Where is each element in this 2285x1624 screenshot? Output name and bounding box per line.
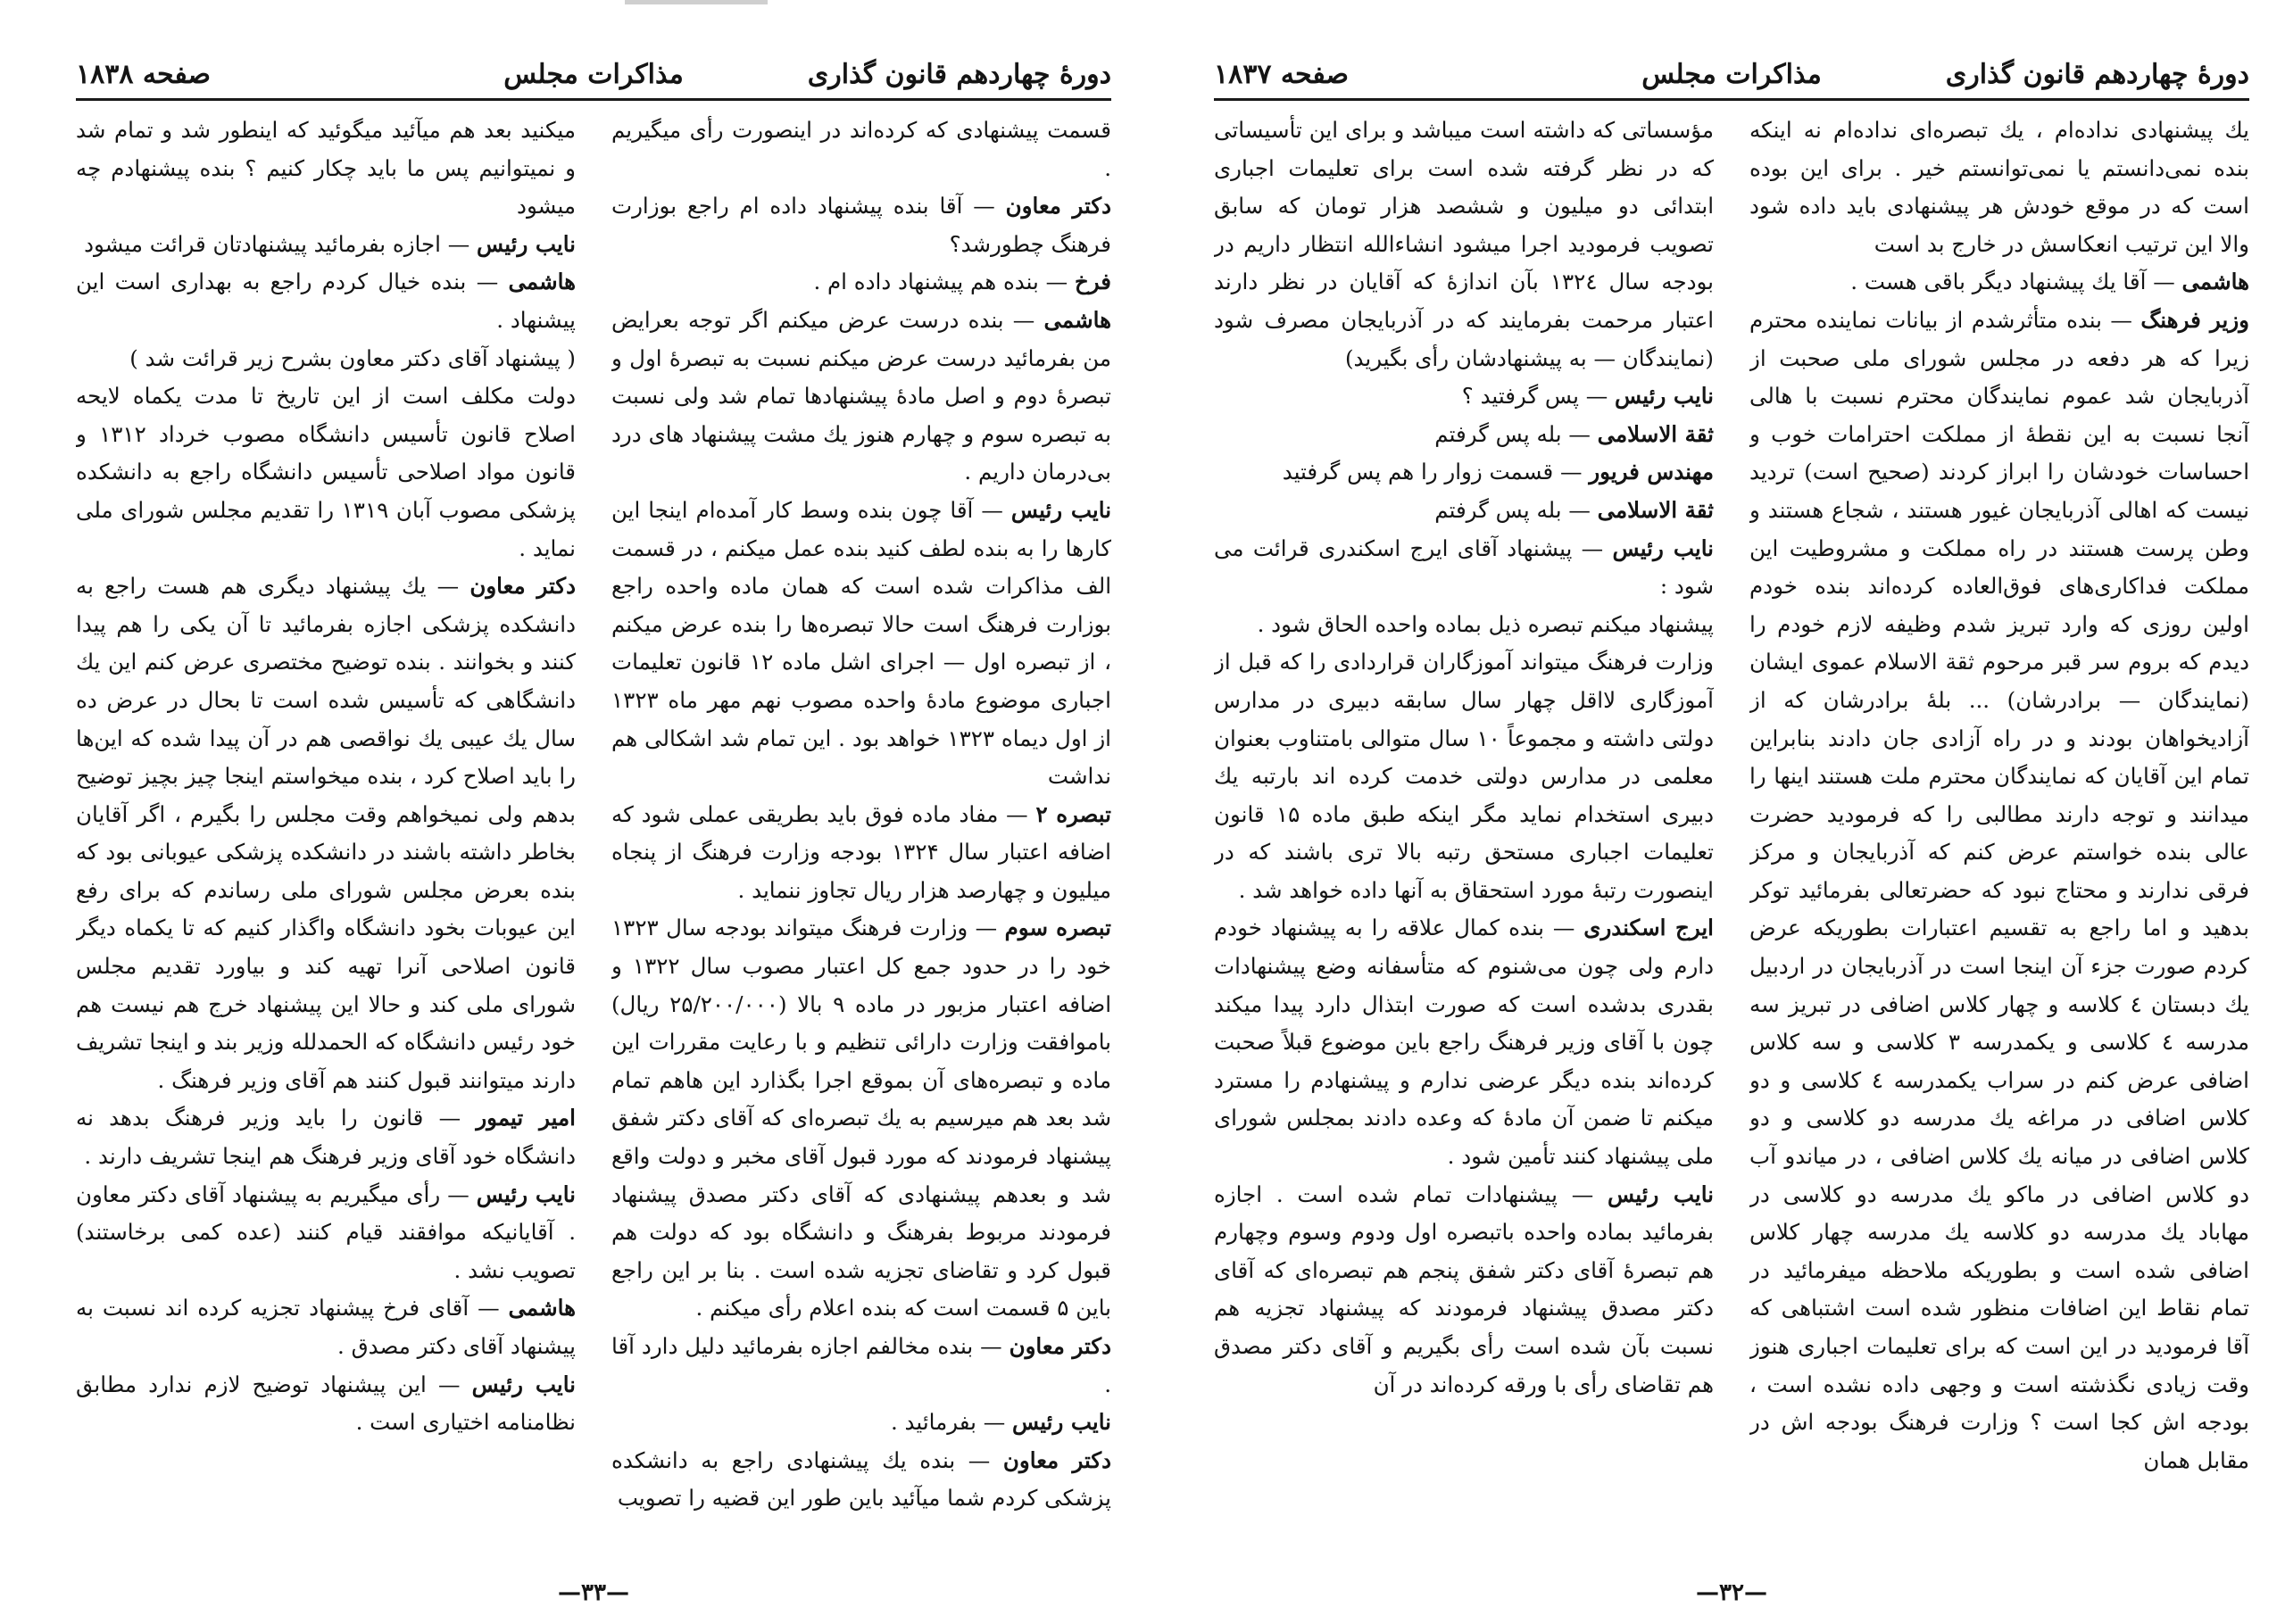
speaker-name: دکتر معاون (1002, 1446, 1111, 1473)
paragraph: وزیر فرهنگ — بنده متأثرشدم از بیانات نماینده محترم زیرا که هر دفعه در مجلس شورای ملی صحبت از آذربایجان شد عموم نمایندگان محترم نسبت با هالی آنجا نسبت به این نقطهٔ از مملکت احترامات خوب و احساسات خودشان را ابراز کردند (صحیح است) تردید نیست که اهالی آذربایجان غیور هستند ، شجاع هستند و وطن پرست هستند در راه مملکت و مشروطیت این مملکت فداکاری‌های فوق‌العاده کرده‌اند بنده خودم اولین روزی که وارد تبریز شدم وظیفه لازم خودم را دیدم که بروم سر قبر مرحوم ثقة الاسلام عموی ایشان (نمایندگان — برادرشان) ... بلهٔ برادرشان که از آزادیخواهان بودند و در راه آزادی جان دادند بنابراین تمام این آقایان که نمایندگان محترم ملت هستند اینها را میدانند و توجه دارند مطالبی را که فرمودید حضرت عالی بنده خواستم عرض کنم که آذربایجان و مرکز فرقی ندارند و محتاج نبود که حضرتعالی بفرمائید توکر بدهید و اما راجع به تقسیم اعتبارات بطوریکه عرض کردم صورت جزء آن اینجا است در آذربایجان در اردبیل یك دبستان ٤ کلاسه و چهار کلاس اضافی در تبریز سه مدرسه ٤ کلاسی و یکمدرسه ۳ کلاسی و سه کلاس اضافی عرض کنم در سراب یکمدرسه ٤ کلاسی و دو کلاس اضافی در مراغه یك مدرسه دو کلاسی و دو کلاس اضافی در میانه یك کلاس اضافی ، در میاندو آب دو کلاس اضافی در ماکو یك مدرسه دو کلاسی در مهاباد یك مدرسه دو کلاسه یك مدرسه چهار کلاس اضافی شده است و بطوریکه ملاحظه میفرمائید در تمام نقاط این اضافات منظور شده است اشتباهی که آقا فرمودید در این است که برای تعلیمات اجباری هنوز وقت زیادی نگذشته است و وجهی داده نشده است ، بودجه اش کجا است ؟ وزارت فرهنگ بودجه اش در مقابل همان (1749, 306, 2249, 1473)
paragraph: دکتر معاون — آقا بنده پیشنهاد داده ام راجع بوزارت فرهنگ چطورشد؟ (611, 193, 1111, 257)
column-right (1749, 112, 2249, 1521)
page-number: —۳۳— (558, 1579, 629, 1606)
speaker-name: نایب رئیس (477, 230, 576, 257)
speaker-name: فرخ (1074, 269, 1111, 295)
speaker-name: دکتر معاون (469, 573, 576, 600)
speaker-name: امیر تیمور (476, 1105, 576, 1131)
paragraph: نایب رئیس — این پیشنهاد توضیح لازم ندارد مطابق نظامنامه اختیاری است . (76, 1371, 576, 1436)
paragraph: نایب رئیس — پیشنهادات تمام شده است . اجازه بفرمائید بماده واحده باتبصره اول ودوم وسوم وچهارم هم تبصرهٔ آقای دکتر شفق پنجم هم تبصره‌ای که آقای دکتر مصدق پیشنهاد فرمودند که پیشنهاد تجزیه هم نسبت بآن شده است رأی بگیریم و آقای دکتر مصدق هم تقاضای رأی با ورقه کرده‌اند در آن (1214, 1181, 1714, 1397)
paragraph: نایب رئیس — پس گرفتید ؟ (1461, 383, 1714, 410)
column-right (611, 112, 1111, 1521)
paragraph: ایرج اسکندری — بنده کمال علاقه را به پیشنهاد خودم دارم ولی چون می‌شنوم که متأسفانه وضع پیشنهادات بقدری بدشده است که صورت ابتذال دارد پیدا میکند چون با آقای وزیر فرهنگ راجع باین موضوع قبلاً صحبت کرده‌اند بنده دیگر عرضی ندارم و پیشنهادم را مسترد میکنم تا ضمن آن مادهٔ که وعده دادند بمجلس شورای ملی پیشنهاد کنند تأمین شود . (1214, 915, 1714, 1170)
page-number: —۳۲— (1696, 1579, 1767, 1606)
paragraph: مهندس فریور — قسمت زوار را هم پس گرفتید (1282, 459, 1714, 485)
speaker-name: هاشمی (508, 269, 576, 295)
page-1838 (76, 54, 1111, 1606)
paragraph: هاشمی — آقا یك پیشنهاد دیگر باقی هست . (1850, 269, 2249, 295)
paragraph: تبصره سوم — وزارت فرهنگ میتواند بودجه سال ۱۳۲۳ خود را در حدود جمع کل اعتبار مصوب سال ۱۳۲۲ و اضافه اعتبار مزبور در ماده ۹ بالا (۲۵/۲۰۰/۰۰۰ ریال) باموافقت وزارت دارائی تنظیم و با رعایت مقررات این ماده و تبصره‌های آن بموقع اجرا بگذارد این هاهم تمام شد بعد هم میرسیم به یك تبصره‌ای که آقای دکتر شفق پیشنهاد فرمودند که مورد قبول آقای مخبر و دولت واقع شد و بعدهم پیشنهادی که آقای دکتر مصدق پیشنهاد فرمودند مربوط بفرهنگ و دانشگاه بود که دولت هم قبول کرد و تقاضای تجزیه شده است . بنا بر این راجع باین ۵ قسمت است که بنده اعلام رأی میکنم . (611, 915, 1111, 1322)
speaker-name: ثقة الاسلامی (1597, 420, 1714, 447)
paragraph: نایب رئیس — بفرمائید . (890, 1409, 1111, 1436)
page-columns (76, 112, 1111, 1521)
speaker-name: نایب رئیس (1010, 496, 1111, 523)
speaker-name: مهندس فریور (1589, 459, 1714, 485)
header-center-title: مذاکرات مجلس (1641, 59, 1822, 90)
paragraph: دکتر معاون — یك پیشنهاد دیگری هم هست راجع به دانشکده پزشکی اجازه بفرمائید تا آن یکی را هم پیدا کنند و بخوانند . بنده توضیح مختصری عرض کنم این یك دانشگاهی که تأسیس شده است تا بحال در عرض ده سال یك عیبی یك نواقصی هم در آن پیدا شده که این‌ها را باید اصلاح کرد ، بنده میخواستم اینجا چیز بچیز توضیح بدهم ولی نمیخواهم وقت مجلس را بگیرم ، اگر آقایان بخاطر داشته باشند در دانشکده پزشکی عیوبانی بود که بنده بعرض مجلس شورای ملی رساندم که برای رفع این عیوبات بخود دانشگاه واگذار کنیم که تا یکماه دیگر قانون اصلاحی آنرا تهیه کند و بیاورد تقدیم مجلس شورای ملی کند و حالا این پیشنهاد خرج هم نیست هم خود رئیس دانشگاه که الحمدلله وزیر بند و اینجا تشریف دارند میتوانند قبول کنند هم آقای وزیر فرهنگ . (76, 573, 576, 1093)
speaker-name: ایرج اسکندری (1583, 915, 1714, 941)
speaker-name: ثقة الاسلامی (1597, 496, 1714, 523)
header-page-label: صفحه ۱۸۳۷ (1214, 59, 1349, 90)
page-header (76, 54, 1111, 101)
paragraph: نایب رئیس — اجازه بفرمائید پیشنهادتان قرائت میشود (84, 230, 576, 257)
speaker-name: نایب رئیس (471, 1371, 576, 1397)
paragraph: امیر تیمور — قانون را باید وزیر فرهنگ بدهد نه دانشگاه خود آقای وزیر فرهنگ هم اینجا تشریف دارند . (76, 1105, 576, 1170)
paragraph: هاشمی — بنده خیال کردم راجع به بهداری است این پیشنهاد . (76, 269, 576, 333)
paragraph: میکنید بعد هم میآئید میگوئید که اینطور شد و تمام شد و نمیتوانیم پس ما باید چکار کنیم ؟ بنده پیشنهادم چه میشود (76, 117, 576, 220)
speaker-name: تبصره سوم (1004, 915, 1111, 941)
paragraph: دولت مکلف است از این تاریخ تا مدت یکماه لایحه اصلاح قانون تأسیس دانشگاه مصوب خرداد ۱۳۱۲ و قانون مواد اصلاحی تأسیس دانشگاه راجع به دانشکده پزشکی مصوب آبان ۱۳۱۹ را تقدیم مجلس شورای ملی نماید . (76, 383, 576, 561)
speaker-name: هاشمی (508, 1295, 576, 1322)
header-session-title: دورهٔ چهاردهم قانون گذاری (807, 59, 1111, 90)
speaker-name: تبصره ۲ (1035, 800, 1111, 827)
header-center-title: مذاکرات مجلس (503, 59, 684, 90)
paragraph: تبصره ۲ — مفاد ماده فوق باید بطریقی عملی شود که اضافه اعتبار سال ۱۳۲۴ بودجه وزارت فرهنگ از پنجاه میلیون و چهارصد هزار ریال تجاوز ننماید . (611, 800, 1111, 903)
paragraph: هاشمی — آقای فرخ پیشنهاد تجزیه کرده اند نسبت به پیشنهاد آقای دکتر مصدق . (76, 1295, 576, 1359)
header-page-label: صفحه ۱۸۳۸ (76, 59, 211, 90)
speaker-name: نایب رئیس (1612, 534, 1714, 561)
speaker-name: نایب رئیس (1012, 1409, 1111, 1436)
top-edge-mark (625, 0, 768, 4)
paragraph: هاشمی — بنده درست عرض میکنم اگر توجه بعرایض من بفرمائید درست عرض میکنم نسبت به تبصرهٔ اول و تبصرهٔ دوم و اصل مادهٔ پیشنهادها تمام شد ولی نسبت به تبصره سوم و چهارم هنوز یك مشت پیشنهاد های درد بی‌درمان داریم . (611, 306, 1111, 485)
speaker-name: دکتر معاون (1005, 193, 1111, 220)
page-header (1214, 54, 2249, 101)
speaker-name: نایب رئیس (1615, 383, 1714, 410)
speaker-name: هاشمی (2181, 269, 2249, 295)
paragraph: نایب رئیس — پیشنهاد آقای ایرج اسکندری قرائت می شود : (1214, 534, 1714, 600)
paragraph: یك پیشنهادی نداده‌ام ، یك تبصره‌ای نداده‌ام نه اینکه بنده نمی‌دانستم یا نمی‌توانستم خیر . برای این بوده است که در موقع خودش هر پیشنهادی باید داده شود والا این ترتیب انعکاسش در خارج بد است (1749, 117, 2249, 257)
paragraph: قسمت پیشنهادی که کرده‌اند در اینصورت رأی میگیریم . (611, 117, 1111, 181)
paragraph: فرخ — بنده هم پیشنهاد داده ام . (813, 269, 1111, 295)
speaker-name: نایب رئیس (1608, 1181, 1714, 1207)
paragraph: ( پیشنهاد آقای دکتر معاون بشرح زیر قرائت شد ) (129, 344, 576, 371)
paragraph: دکتر معاون — بنده مخالفم اجازه بفرمائید دلیل دارد آقا . (611, 1333, 1111, 1397)
paragraph: دکتر معاون — بنده یك پیشنهادی راجع به دانشکده پزشکی کردم شما میآئید باین طور این قضیه را تصویب (611, 1446, 1111, 1512)
speaker-name: وزیر فرهنگ (2140, 306, 2249, 333)
speaker-name: نایب رئیس (476, 1181, 576, 1207)
speaker-name: دکتر معاون (1009, 1333, 1111, 1359)
paragraph: ثقة الاسلامی — بله پس گرفتم (1434, 496, 1714, 523)
header-session-title: دورهٔ چهاردهم قانون گذاری (1945, 59, 2249, 90)
paragraph: وزارت فرهنگ میتواند آموزگاران قراردادی را که قبل از آموزگاری لااقل چهار سال سابقه دبیری در مدارس دولتی داشته و مجموعاً ۱۰ سال متوالی بامتناوب بعنوان معلمی در مدارس دولتی خدمت کرده اند بارتبه یك دبیری استخدام نماید مگر اینکه طبق ماده ۱۵ قانون تعلیمات اجباری مستحق رتبه بالا تری باشند که در اینصورت رتبهٔ مورد استحقاق به آنها داده خواهد شد . (1214, 649, 1714, 903)
paragraph: نایب رئیس — آقا چون بنده وسط کار آمده‌ام اینجا این کارها را به بنده لطف کنید بنده عمل میکنم ، در قسمت الف مذاکرات شده است که همان ماده واحده راجع بوزارت فرهنگ است حالا تبصره‌ها را بنده عرض میکنم ، از تبصره اول — اجرای اشل ماده ۱۲ قانون تعلیمات اجباری موضوع مادهٔ واحده مصوب نهم مهر ماه ۱۳۲۳ از اول دیماه ۱۳۲۳ خواهد بود . این تمام شد اشکالی هم نداشت (611, 496, 1111, 790)
paragraph: نایب رئیس — رأی میگیریم به پیشنهاد آقای دکتر معاون . آقایانیکه موافقند قیام کنند (عده کمی برخاستند) تصویب نشد . (76, 1181, 576, 1283)
column-left (1214, 112, 1714, 1521)
paragraph: ثقة الاسلامی — بله پس گرفتم (1434, 420, 1714, 447)
page-columns (1214, 112, 2249, 1521)
paragraph: مؤسساتی که داشته است میباشد و برای این تأسیساتی که در نظر گرفته شده است برای تعلیمات اجباری ابتدائی دو میلیون و ششصد هزار تومان که سابق تصویب فرمودید اجرا میشود انشاءالله انتظار داریم در بودجه سال ۱۳۲٤ بآن اندازهٔ که آقایان در نظر دارند اعتبار مرحمت بفرمایند که در آذربایجان مصرف شود (نمایندگان — به پیشنهادشان رأی بگیرید) (1214, 117, 1714, 371)
speaker-name: هاشمی (1043, 306, 1111, 333)
column-left (76, 112, 576, 1521)
paragraph: پیشنهاد میکنم تبصره ذیل بماده واحده الحاق شود . (1257, 610, 1714, 637)
page-1837 (1214, 54, 2249, 1606)
